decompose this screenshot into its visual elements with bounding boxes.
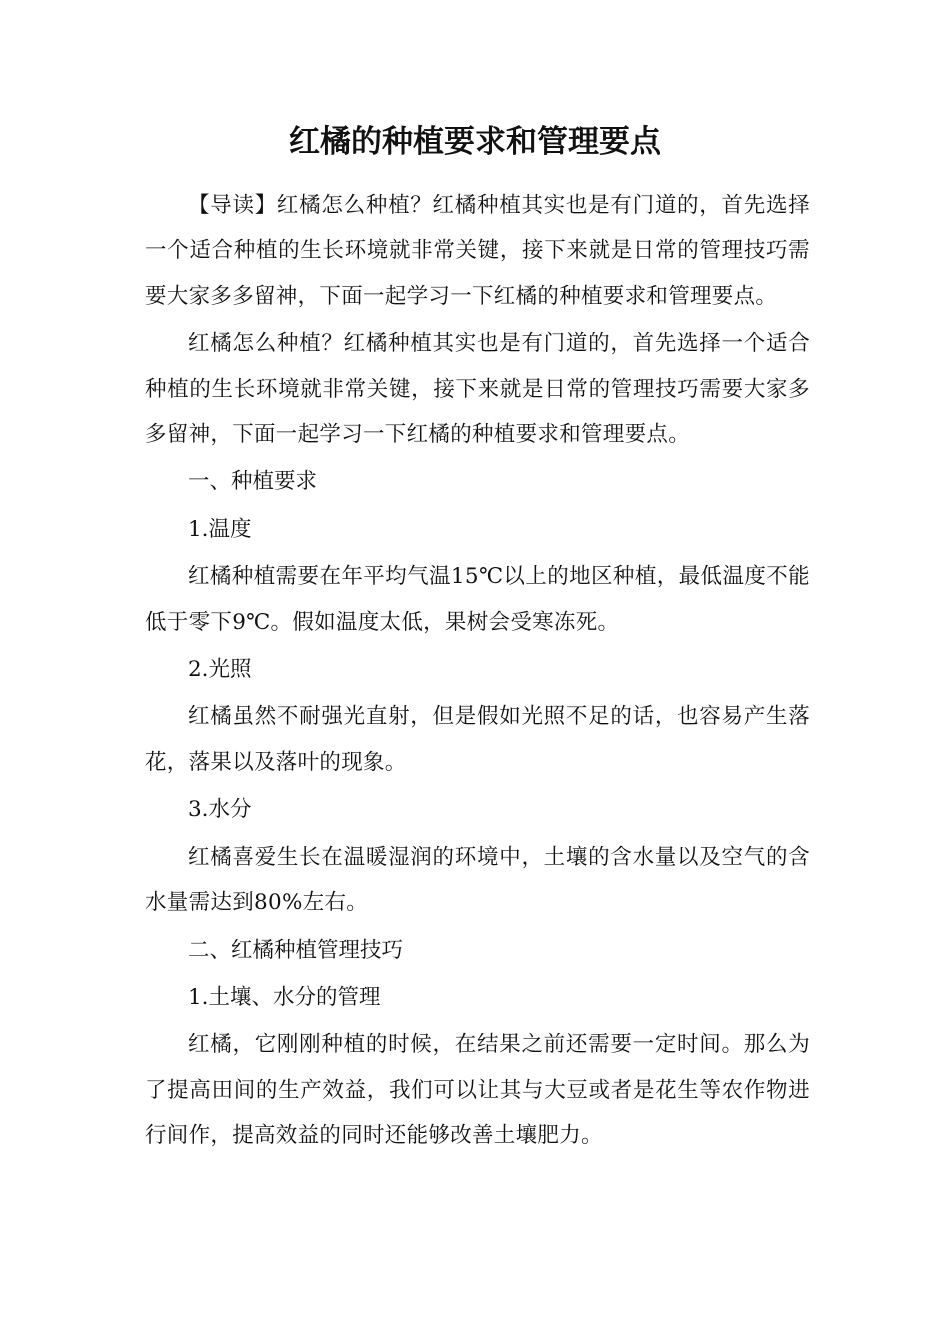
section-heading-planting-requirements: 一、种植要求 xyxy=(188,469,318,495)
document-title: 红橘的种植要求和管理要点 xyxy=(289,124,661,160)
subheading-light: 2.光照 xyxy=(188,657,252,683)
document-body xyxy=(145,183,810,1159)
subheading-soil-water: 1.土壤、水分的管理 xyxy=(188,984,381,1010)
body-paragraph: 红橘，它刚刚种植的时候，在结果之前还需要一定时间。那么为了提高田间的生产效益，我们可以让其与大豆或者是花生等农作物进行间作，提高效益的同时还能够改善土壤肥力。 xyxy=(145,1032,810,1149)
intro-paragraph: 【导读】红橘怎么种植？红橘种植其实也是有门道的，首先选择一个适合种植的生长环境就非常关键，接下来就是日常的管理技巧需要大家多多留神，下面一起学习一下红橘的种植要求和管理要点。 xyxy=(145,193,810,309)
body-paragraph: 红橘种植需要在年平均气温15℃以上的地区种植，最低温度不能低于零下9℃。假如温度太低，果树会受寒冻死。 xyxy=(145,564,810,635)
body-paragraph: 红橘虽然不耐强光直射，但是假如光照不足的话，也容易产生落花，落果以及落叶的现象。 xyxy=(145,704,810,775)
subheading-water: 3.水分 xyxy=(188,797,252,823)
body-paragraph: 红橘怎么种植？红橘种植其实也是有门道的，首先选择一个适合种植的生长环境就非常关键，接下来就是日常的管理技巧需要大家多多留神，下面一起学习一下红橘的种植要求和管理要点。 xyxy=(145,331,810,448)
section-heading-management-tips: 二、红橘种植管理技巧 xyxy=(188,937,404,963)
body-paragraph: 红橘喜爱生长在温暖湿润的环境中，土壤的含水量以及空气的含水量需达到80%左右。 xyxy=(145,844,810,916)
subheading-temperature: 1.温度 xyxy=(188,516,252,542)
